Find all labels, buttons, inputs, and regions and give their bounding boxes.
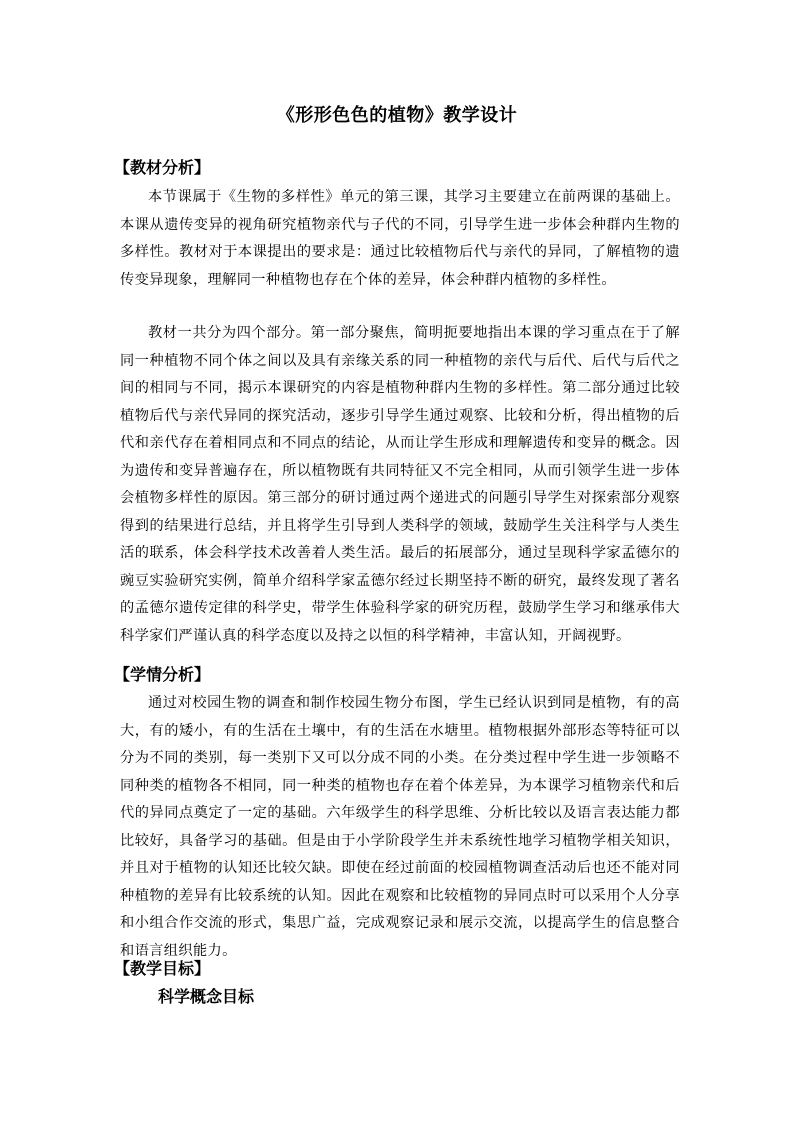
paragraph-student-analysis-1: 通过对校园生物的调查和制作校园生物分布图，学生已经认识到同是植物，有的高大，有的矮小，有的生活在土壤中，有的生活在水塘里。植物根据外部形态等特征可以分为不同的类别，每一类别下又可以分成不同的小类。在分类过程中学生进一步领略不同种类的植物各不相同，同一种类的植物也存在着个体差异，为本课学习植物亲代和后代的异同点奠定了一定的基础。六年级学生的科学思维、分析比较以及语言表达能力都比较好，具备学习的基础。但是由于小学阶段学生并未系统性地学习植物学相关知识，并且对于植物的认知还比较欠缺。即使在经过前面的校园植物调查活动后也还不能对同种植物的差异有比较系统的认知。因此在观察和比较植物的异同点时可以采用个人分享和小组合作交流的形式，集思广益，完成观察记录和展示交流，以提高学生的信息整合和语言组织能力。 (120, 695, 680, 959)
paragraph-textbook-analysis-1: 本节课属于《生物的多样性》单元的第三课，其学习主要建立在前两课的基础上。本课从遗传变异的视角研究植物亲代与子代的不同，引导学生进一步体会种群内生物的多样性。教材对于本课提出的要求是：通过比较植物后代与亲代的异同，了解植物的遗传变异现象，理解同一种植物也存在个体的差异，体会种群内植物的多样性。 (120, 189, 680, 288)
paragraph-textbook-analysis-2: 教材一共分为四个部分。第一部分聚焦，简明扼要地指出本课的学习重点在于了解同一种植物不同个体之间以及具有亲缘关系的同一种植物的亲代与后代、后代与后代之间的相同与不同，揭示本课研究的内容是植物种群内生物的多样性。第二部分通过比较植物后代与亲代异同的探究活动，逐步引导学生通过观察、比较和分析，得出植物的后代和亲代存在着相同点和不同点的结论，从而让学生形成和理解遗传和变异的概念。因为遗传和变异普遍存在，所以植物既有共同特征又不完全相同，从而引领学生进一步体会植物多样性的原因。第三部分的研讨通过两个递进式的问题引导学生对探索部分观察得到的结果进行总结，并且将学生引导到人类科学的领域，鼓励学生关注科学与人类生活的联系，体会科学技术改善着人类生活。最后的拓展部分，通过呈现科学家孟德尔的豌豆实验研究实例，简单介绍科学家孟德尔经过长期坚持不断的研究，最终发现了著名的孟德尔遗传定律的科学史，带学生体验科学家的研究历程，鼓励学生学习和继承伟大科学家们严谨认真的科学态度以及持之以恒的科学精神，丰富认知，开阔视野。 (120, 325, 680, 644)
section-heading-textbook-analysis: 【教材分析】 (114, 158, 211, 177)
section-heading-teaching-objectives: 【教学目标】 (114, 959, 211, 978)
subheading-science-concept-objectives: 科学概念目标 (158, 987, 255, 1006)
section-heading-student-analysis: 【学情分析】 (114, 665, 211, 684)
document-title: 《形形色色的植物》教学设计 (276, 105, 518, 126)
